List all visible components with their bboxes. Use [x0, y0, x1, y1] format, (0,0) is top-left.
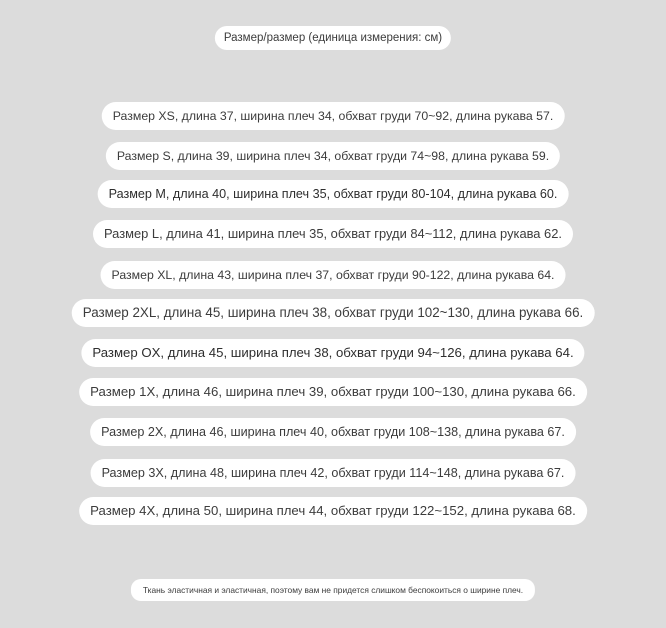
size-row-2xl: Размер 2XL, длина 45, ширина плеч 38, обхват груди 102~130, длина рукава 66.	[72, 299, 595, 327]
fabric-note: Ткань эластичная и эластичная, поэтому вам не придется слишком беспокоиться о ширине плеч.	[131, 579, 535, 601]
size-row-s: Размер S, длина 39, ширина плеч 34, обхват груди 74~98, длина рукава 59.	[106, 142, 560, 170]
size-row-ox: Размер OX, длина 45, ширина плеч 38, обхват груди 94~126, длина рукава 64.	[81, 339, 584, 367]
size-row-4x: Размер 4X, длина 50, ширина плеч 44, обхват груди 122~152, длина рукава 68.	[79, 497, 587, 525]
size-chart-title: Размер/размер (единица измерения: см)	[215, 26, 451, 50]
size-row-xs: Размер XS, длина 37, ширина плеч 34, обхват груди 70~92, длина рукава 57.	[102, 102, 565, 130]
size-row-xl: Размер XL, длина 43, ширина плеч 37, обхват груди 90-122, длина рукава 64.	[101, 261, 566, 289]
size-row-l: Размер L, длина 41, ширина плеч 35, обхват груди 84~112, длина рукава 62.	[93, 220, 573, 248]
size-row-3x: Размер 3X, длина 48, ширина плеч 42, обхват груди 114~148, длина рукава 67.	[91, 459, 576, 487]
size-row-2x: Размер 2X, длина 46, ширина плеч 40, обхват груди 108~138, длина рукава 67.	[90, 418, 576, 446]
size-row-m: Размер M, длина 40, ширина плеч 35, обхват груди 80-104, длина рукава 60.	[98, 180, 569, 208]
size-row-1x: Размер 1X, длина 46, ширина плеч 39, обхват груди 100~130, длина рукава 66.	[79, 378, 587, 406]
